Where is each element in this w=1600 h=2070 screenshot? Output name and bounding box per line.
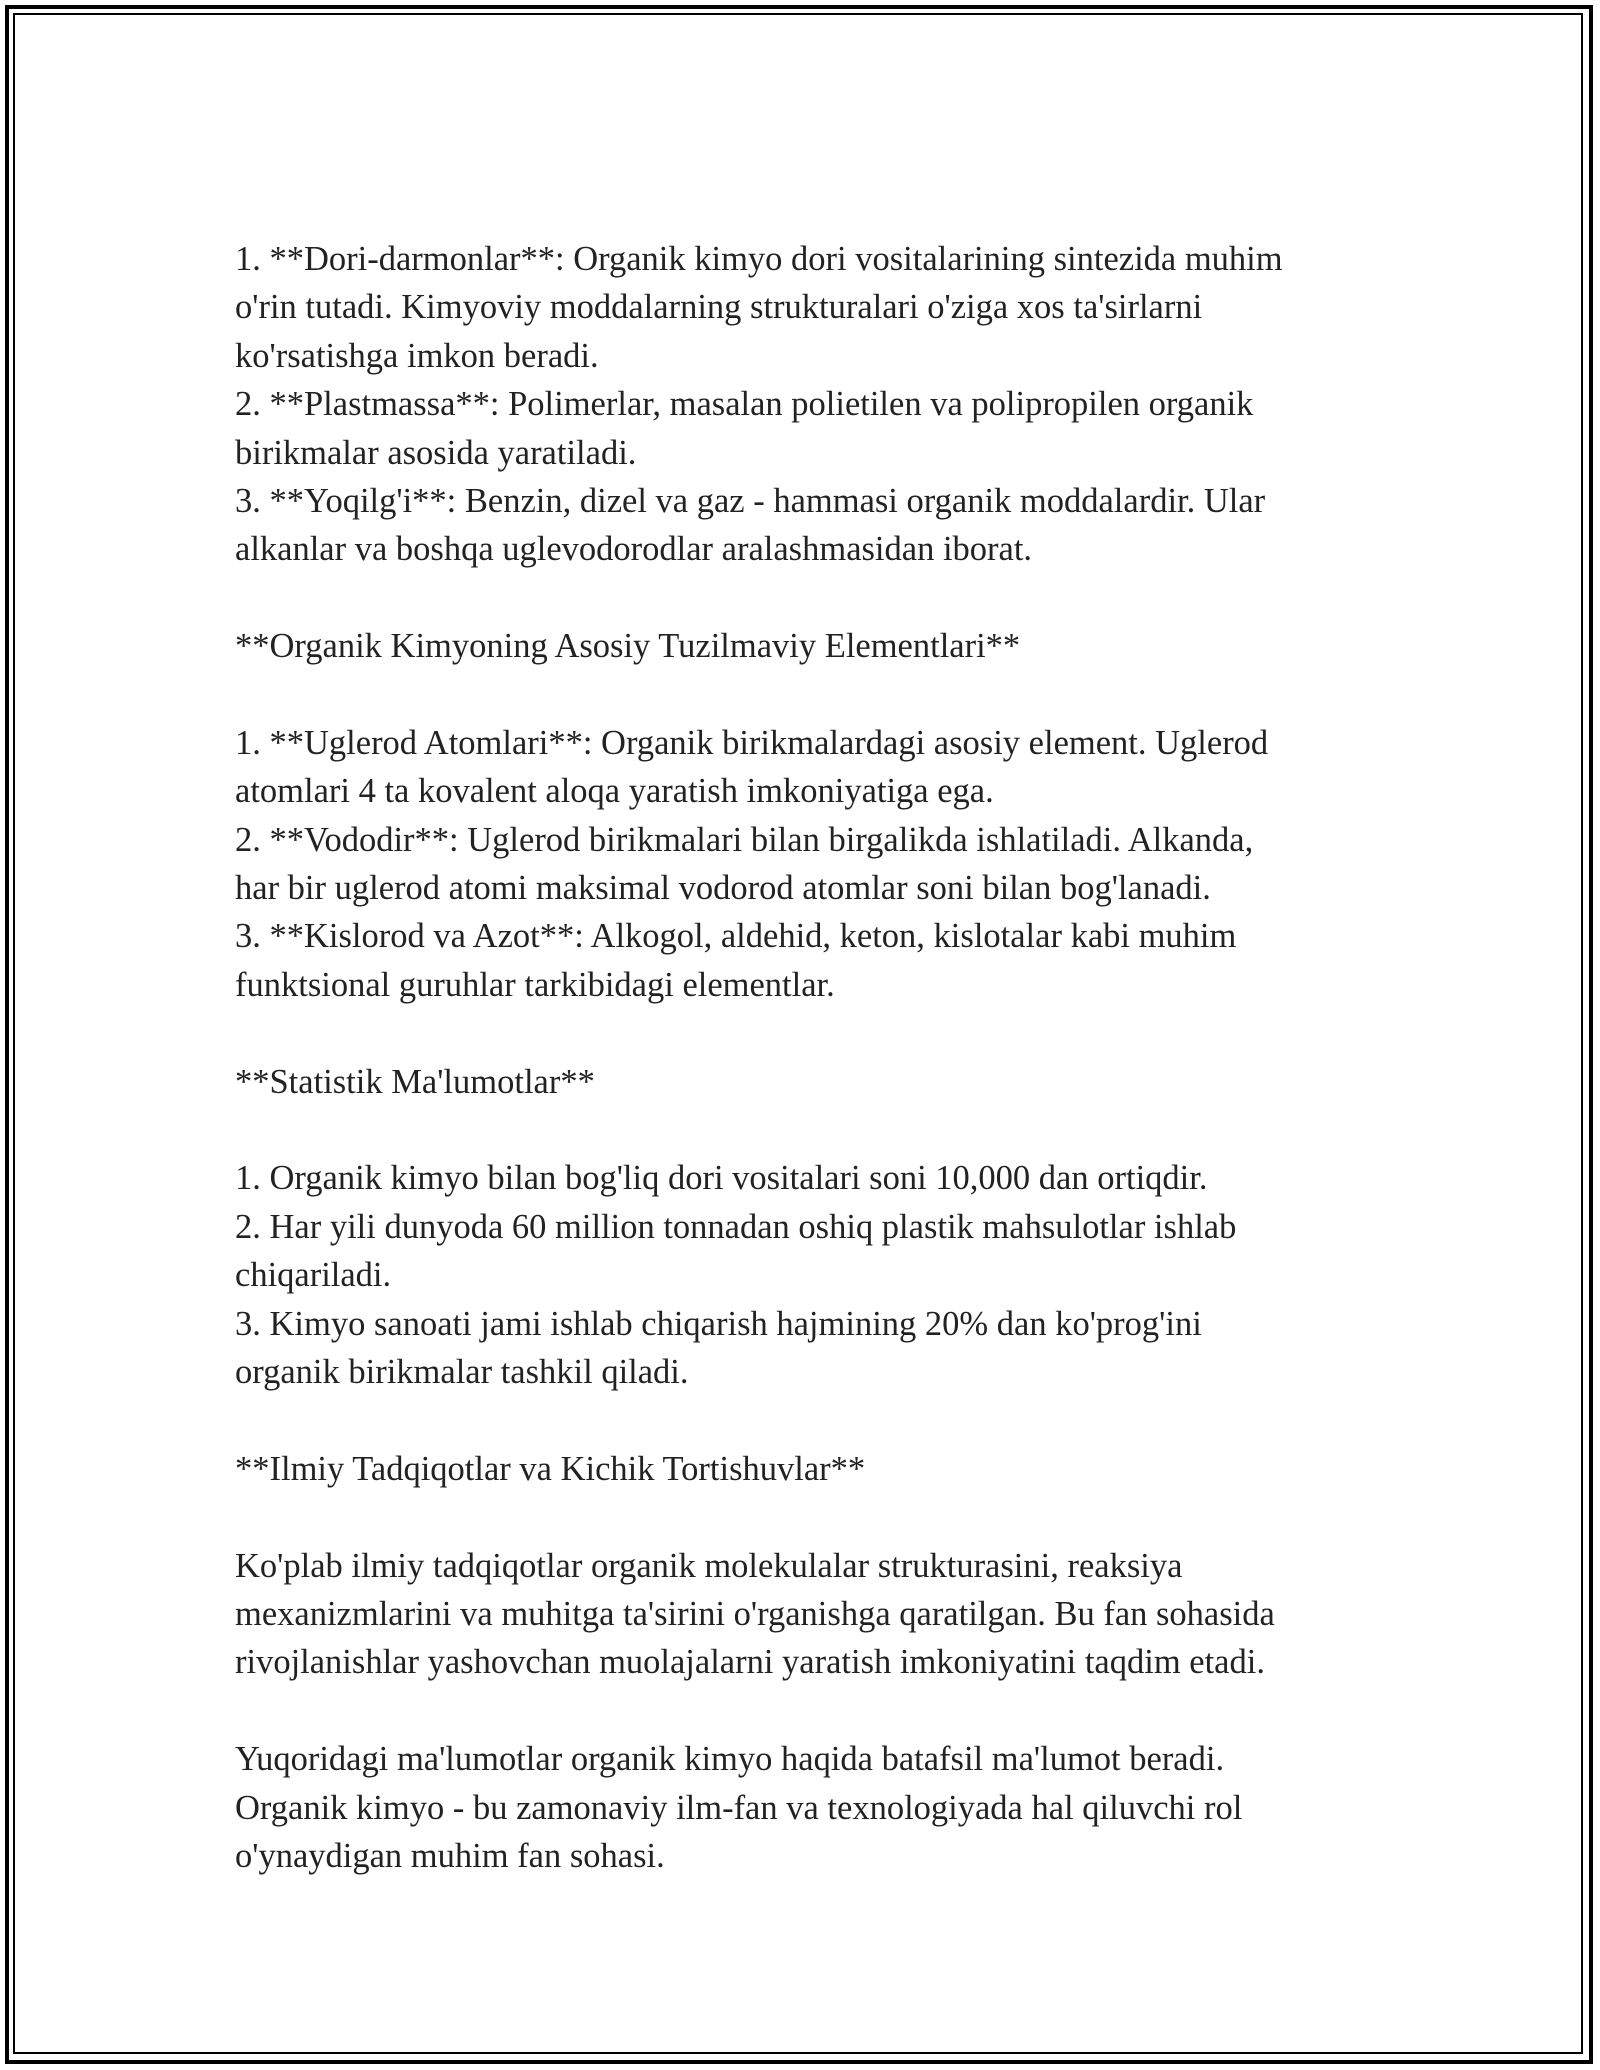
text-line: Ko'plab ilmiy tadqiqotlar organik molekulalar strukturasini, reaksiya (235, 1546, 1183, 1585)
text-line: rivojlanishlar yashovchan muolajalarni yaratish imkoniyatini taqdim etadi. (235, 1643, 1265, 1682)
text-line: 3. **Kislorod va Azot**: Alkogol, aldehid, keton, kislotalar kabi muhim (235, 917, 1237, 956)
text-line: 1. **Dori-darmonlar**: Organik kimyo dori vositalarining sintezida muhim (235, 240, 1283, 278)
text-line: 2. Har yili dunyoda 60 million tonnadan oshiq plastik mahsulotlar ishlab (235, 1207, 1237, 1246)
heading-statistics (235, 1058, 1375, 1106)
text-line: 2. **Plastmassa**: Polimerlar, masalan polietilen va polipropilen organik (235, 385, 1254, 424)
text-line: 3. **Yoqilg'i**: Benzin, dizel va gaz - hammasi organik moddalardir. Ular (235, 481, 1266, 520)
paragraph-gap (235, 671, 1375, 719)
text-line: 1. **Uglerod Atomlari**: Organik birikmalardagi asosiy element. Uglerod (235, 723, 1269, 762)
paragraph-gap (235, 1106, 1375, 1154)
text-line: Yuqoridagi ma'lumotlar organik kimyo haqida batafsil ma'lumot beradi. (235, 1740, 1225, 1779)
text-line: chiqariladi. (235, 1256, 392, 1295)
paragraph-gap (235, 1493, 1375, 1541)
text-line: organik birikmalar tashkil qiladi. (235, 1352, 689, 1391)
text-line: atomlari 4 ta kovalent aloqa yaratish imkoniyatiga ega. (235, 772, 994, 811)
text-line: har bir uglerod atomi maksimal vodorod atomlar soni bilan bog'lanadi. (235, 869, 1211, 908)
section-heading: **Organik Kimyoning Asosiy Tuzilmaviy Elementlari** (235, 627, 1021, 666)
text-line: Organik kimyo - bu zamonaviy ilm-fan va texnologiyada hal qiluvchi rol (235, 1788, 1243, 1827)
text-line: ko'rsatishga imkon beradi. (235, 336, 599, 375)
document-body (235, 235, 1375, 1880)
text-line: 1. Organik kimyo bilan bog'liq dori vositalari soni 10,000 dan ortiqdir. (235, 1159, 1208, 1198)
heading-research (235, 1445, 1375, 1493)
paragraph-gap (235, 1687, 1375, 1735)
paragraph-gap (235, 1396, 1375, 1444)
paragraph-conclusion (235, 1735, 1375, 1880)
text-line: birikmalar asosida yaratiladi. (235, 433, 637, 472)
text-line: mexanizmlarini va muhitga ta'sirini o'rganishga qaratilgan. Bu fan sohasida (235, 1594, 1275, 1633)
section-heading: **Statistik Ma'lumotlar** (235, 1062, 595, 1101)
text-line: 2. **Vododir**: Uglerod birikmalari bilan birgalikda ishlatiladi. Alkanda, (235, 820, 1254, 859)
text-line: 3. Kimyo sanoati jami ishlab chiqarish hajmining 20% dan ko'prog'ini (235, 1304, 1202, 1343)
list-statistics (235, 1154, 1375, 1396)
heading-structural-elements (235, 622, 1375, 670)
section-heading: **Ilmiy Tadqiqotlar va Kichik Tortishuvlar** (235, 1449, 866, 1488)
text-line: funktsional guruhlar tarkibidagi elementlar. (235, 965, 835, 1004)
paragraph-research (235, 1542, 1375, 1687)
text-line: o'ynaydigan muhim fan sohasi. (235, 1836, 665, 1875)
paragraph-gap (235, 574, 1375, 622)
paragraph-gap (235, 1009, 1375, 1057)
text-line: alkanlar va boshqa uglevodorodlar aralashmasidan iborat. (235, 530, 1033, 569)
list-structural-elements (235, 719, 1375, 1009)
list-applications (235, 235, 1375, 574)
text-line: o'rin tutadi. Kimyoviy moddalarning strukturalari o'ziga xos ta'sirlarni (235, 288, 1203, 327)
